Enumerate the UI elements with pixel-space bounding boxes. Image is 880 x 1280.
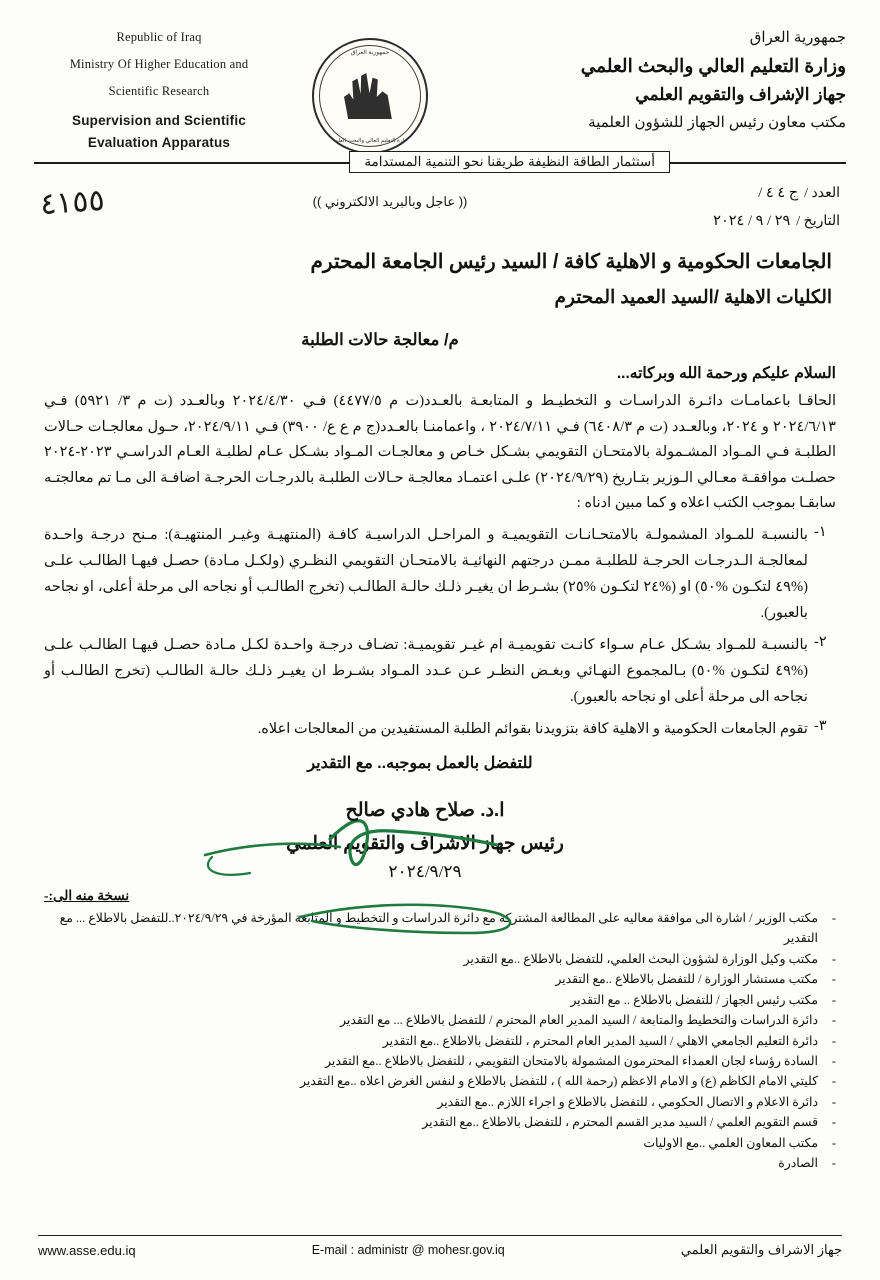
signatory-title: رئيس جهاز الاشراف والتقويم العلمي xyxy=(286,831,564,853)
meta-number-date xyxy=(590,180,840,235)
body-item-text: بالنسبـة للمـواد المشمولـة بالامتحـانـات التقويميـة و المراحـل الدراسيـة كافـة (المنتهيـة وغيـر المنتهيـة): مـنح درجـة واحـدة لمعالجـة الـدرجـات الحرجـة للطلبـة ممـن درجتهم النهائيـة بالامتحـان التقويمي النظـري (ولكـل مـادة) حصـل فيهـا الطالـب علـى (%٤٩ لتكـون %٥٠) او (%٢٤ لتكـون %٢٥) بشـرط ان يغيـر ذلـك حالـة الطالـب (تخرج الطالـب أو نجاحه الى مرحلة أعلى، او نجاحه بالعبور). xyxy=(44,526,808,621)
cc-dash: - xyxy=(831,1115,836,1130)
cc-item xyxy=(44,1071,836,1091)
emblem-hand-shape xyxy=(344,73,396,119)
cc-item-text: السادة رؤساء لجان العمداء المحترمون المشمولة بالامتحان التقويمي ، للتفضل بالاطلاع ..مع التقدير xyxy=(325,1054,818,1068)
body-item-list xyxy=(44,523,836,743)
header-en-line-2: Ministry Of Higher Education and xyxy=(69,57,249,71)
addressee-line-1: الجامعات الحكومية و الاهلية كافة / السيد رئيس الجامعة المحترم xyxy=(310,251,832,274)
cc-block xyxy=(0,882,880,1174)
footer-org: جهاز الاشراف والتقويم العلمي xyxy=(680,1242,842,1257)
footer-website[interactable]: www.asse.edu.iq xyxy=(38,1242,136,1258)
cc-item xyxy=(44,1010,836,1030)
cc-dash: - xyxy=(831,1156,836,1171)
cc-dash: - xyxy=(831,972,836,987)
cc-item xyxy=(44,1051,836,1071)
cc-list xyxy=(44,908,836,1174)
cc-item xyxy=(44,1031,836,1051)
emblem-top-text: جمهورية العراق xyxy=(350,50,390,56)
header-en-line-1: Republic of Iraq xyxy=(116,30,202,44)
cc-item xyxy=(44,1092,836,1112)
body-item-number: ١- xyxy=(814,523,827,540)
meta-number-row xyxy=(590,180,840,208)
cc-item-text: قسم التقويم العلمي / السيد مدير القسم المحترم ، للتفضل بالاطلاع ..مع التقدير xyxy=(422,1115,818,1130)
cc-item-text: مكتب وكيل الوزارة لشؤون البحث العلمي، للتفضل بالاطلاع ..مع التقدير xyxy=(463,951,818,966)
cc-item xyxy=(44,949,836,969)
cc-title: نسخة منه الى:- xyxy=(44,887,130,903)
meta-date-row xyxy=(590,208,840,236)
greeting-line: السلام عليكم ورحمة الله وبركاته... xyxy=(616,365,836,383)
slogan-box: أستثمار الطاقة النظيفة طريقنا نحو التنمية المستدامة xyxy=(349,151,670,173)
cc-item-text: مكتب المعاون العلمي ..مع الاوليات xyxy=(643,1135,818,1150)
meta-urgency: (( عاجل وبالبريد الالكتروني )) xyxy=(312,194,468,210)
header-divider-wrap xyxy=(0,154,880,170)
meta-handwritten-wrap xyxy=(39,180,190,222)
header-en-line-5: Evaluation Apparatus xyxy=(87,134,231,150)
cc-dash: - xyxy=(831,1094,836,1109)
meta-date-label: التاريخ / xyxy=(796,213,840,229)
header-en-line-4: Supervision and Scientific xyxy=(72,113,246,128)
cc-item-text: دائرة الدراسات والتخطيط والمتابعة / السيد المدير العام المحترم / للتفضل بالاطلاع ... مع التقدير xyxy=(340,1013,818,1028)
meta-handwritten-number: ٤١٥٥ xyxy=(39,183,106,222)
header-english-block xyxy=(34,24,284,154)
document-body xyxy=(0,350,880,772)
cc-dash: - xyxy=(831,1013,836,1028)
footer-divider xyxy=(38,1235,842,1236)
cc-item-text: كليتي الامام الكاظم (ع) و الامام الاعظم (رحمة الله ) ، للتفضل بالاطلاع و لنفس الغرض اعلاه ..مع التقدير xyxy=(300,1074,818,1089)
cc-dash: - xyxy=(831,910,836,925)
cc-item-text: الصادرة xyxy=(778,1156,818,1171)
document-footer xyxy=(0,1235,880,1258)
addressee-line-2: الكليات الاهلية /السيد العميد المحترم xyxy=(554,286,832,308)
footer-email[interactable]: E-mail : administr @ mohesr.gov.iq xyxy=(311,1243,505,1257)
footer-row xyxy=(38,1242,842,1258)
header-ar-line-1: جمهورية العراق xyxy=(749,29,846,46)
cc-item xyxy=(44,908,836,949)
body-item-text: بالنسبـة للمـواد بشـكل عـام سـواء كانـت تقويميـة ام غيـر تقويميـة: تضـاف درجـة واحـدة لكـل مـادة حصـل فيهـا الطالـب علـى (%٤٩ لتكـون %٥٠) بـالمجموع النهـائي وبغـض النظـر عـن عـدد المـواد بشـرط ان يغيـر ذلـك حالـة الطالـب (تخرج الطالـب أو نجاحه الى مرحلة أعلى او نجاحه بالعبور). xyxy=(44,636,808,705)
header-ar-line-2: وزارة التعليم العالي والبحث العلمي xyxy=(580,55,846,76)
cc-dash: - xyxy=(831,951,836,966)
signatory-name: ا.د. صلاح هادي صالح xyxy=(345,799,505,821)
emblem-container xyxy=(295,24,445,154)
body-item xyxy=(44,633,836,711)
body-item xyxy=(44,717,836,743)
cc-item-text: مكتب رئيس الجهاز / للتفضل بالاطلاع .. مع التقدير xyxy=(570,992,818,1007)
body-item-text: تقوم الجامعات الحكومية و الاهلية كافة بتزويدنا بقوائم الطلبة المستفيدين من المعالجات اعلاه. xyxy=(257,720,808,737)
cc-item xyxy=(44,1133,836,1153)
closing-line: للتفضل بالعمل بموجبه.. مع التقدير xyxy=(307,754,533,772)
body-paragraph: الحاقـا باعمامـات دائـرة الدراسـات و التخطيـط و المتابعـة بالعـدد(ت م ٤٤٧٧/٥) فـي ٢٠٢٤/٤/٣٠ وبالعـدد (ت م ٣/ ٥٩٢١) فـي ٢٠٢٤/٦/١٣ و ٢٠٢٤، وبالعـدد (ت م ٦٤٠٨/٣) فـي ٢٠٢٤/٧/١١ ، واعمامنـا بالعـدد(ج م ع ع/ ٣٩٠٠) فـي ٢٠٢٤/٩/١١، حـول معالجـات حـالات الطلبـة فـي المـواد المشـمولة بالامتحـان التقويمي بشـكل خـاص و معالجـات المـواد بشـكل عـام لطلبـة العـام الدراسـي ٢٠٢٣-٢٠٢٤ حصلـت موافقـة معـالي الـوزير بتـاريخ (٢٠٢٤/٩/٢٩) علـى اعتمـاد معالجـة حـالات الطلبـة بالدرجـات الحرجـة اضافـة الى مـا تم معالجتـه سابقـا بموجب الكتب اعلاه و كما مبين ادناه : xyxy=(44,393,837,512)
document-subject: م/ معالجة حالات الطلبة xyxy=(301,331,459,350)
body-item-number: ٣- xyxy=(814,717,827,734)
cc-item-text: دائرة التعليم الجامعي الاهلي / السيد المدير العام المحترم ، للتفضل بالاطلاع ..مع التقدير xyxy=(382,1033,818,1048)
signature-block xyxy=(0,799,880,882)
cc-item-text: دائرة الاعلام و الاتصال الحكومي ، للتفضل بالاطلاع و اجراء اللازم ..مع التقدير xyxy=(437,1094,818,1109)
meta-date-value: ٢٩ / ٩ / ٢٠٢٤ xyxy=(713,212,791,229)
cc-item xyxy=(44,990,836,1010)
cc-item-text: مكتب الوزير / اشارة الى موافقة معاليه على المطالعة المشتركة مع دائرة الدراسات و التخطيط و المتابعة المؤرخة في ٢٠٢٤/٩/٢٩..للتفضل بالاطلاع ... مع التقدير xyxy=(59,910,818,946)
emblem-bottom-text: وزارة التعليم العالي والبحث العلمي xyxy=(330,138,410,144)
document-meta xyxy=(0,164,880,235)
header-ar-line-4: مكتب معاون رئيس الجهاز للشؤون العلمية xyxy=(588,114,846,131)
cc-dash: - xyxy=(831,1135,836,1150)
document-header xyxy=(0,0,880,154)
meta-number-value: ج ٤ ٤ / xyxy=(758,185,799,202)
addressee-block xyxy=(0,235,880,308)
body-item xyxy=(44,523,836,627)
meta-number-label: العدد / xyxy=(804,186,840,202)
cc-item xyxy=(44,1153,836,1173)
header-arabic-block xyxy=(456,24,846,140)
cc-dash: - xyxy=(831,1074,836,1089)
ministry-emblem-icon xyxy=(312,38,428,154)
cc-item-text: مكتب مستشار الوزارة / للتفضل بالاطلاع ..مع التقدير xyxy=(555,972,818,987)
body-item-number: ٢- xyxy=(814,633,827,650)
cc-item xyxy=(44,1112,836,1132)
cc-dash: - xyxy=(831,1054,836,1068)
cc-dash: - xyxy=(831,1033,836,1048)
cc-dash: - xyxy=(831,992,836,1007)
cc-item xyxy=(44,969,836,989)
signature-date: ٢٠٢٤/٩/٢٩ xyxy=(388,861,462,881)
header-ar-line-3: جهاز الإشراف والتقويم العلمي xyxy=(635,85,846,104)
header-en-line-3: Scientific Research xyxy=(108,84,210,98)
